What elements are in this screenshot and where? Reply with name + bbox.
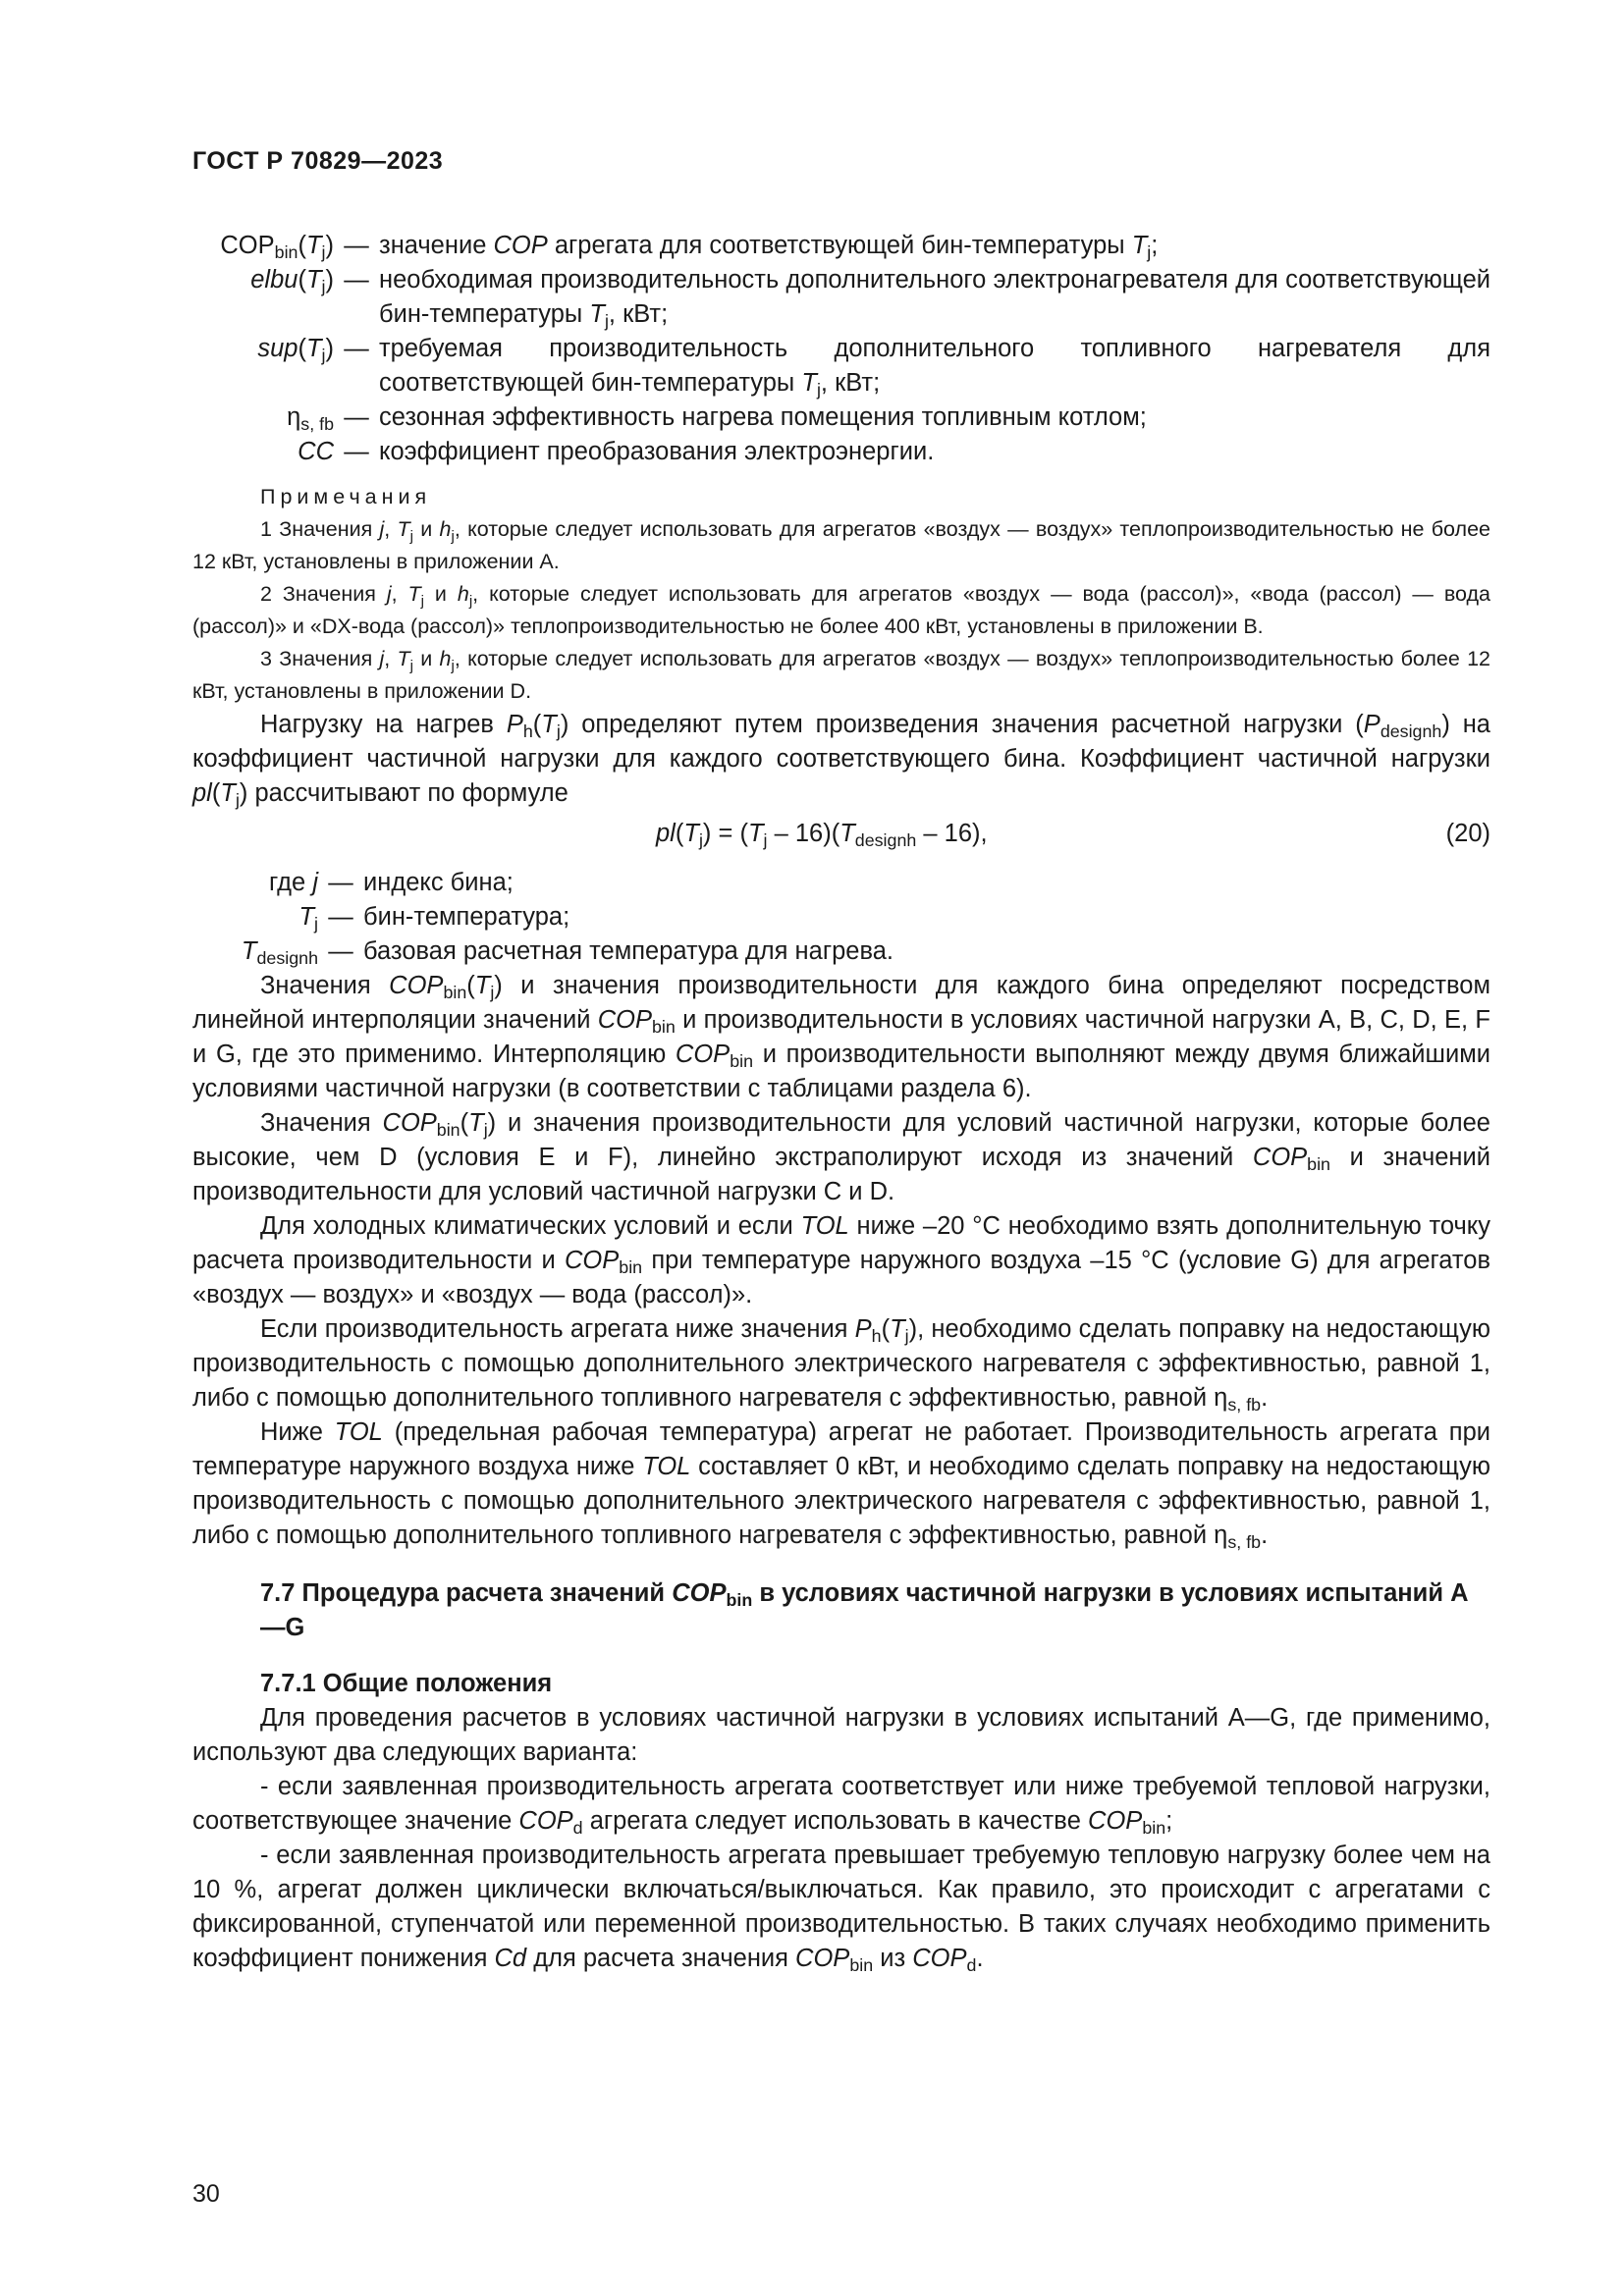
definition-text: значение COP агрегата для соответствующей бин-температуры $T_j$; [379, 232, 1159, 262]
paragraph: Для холодных климатических условий и если TOL ниже –20 °С необходимо взять дополнительную точку расчета производительности и $COP_{bin}$ при температуре наружного воздуха –15 °С (условие G) для агрегатов «воздух — воздух» и «воздух — вода (рассол)». [192, 1212, 1491, 1308]
body-paragraphs [192, 969, 1490, 1553]
formula-number: (20) [1445, 820, 1490, 847]
paragraph: Если производительность агрегата ниже значения $P_h(T_j)$, необходимо сделать поправку на недостающую производительность с помощью дополнительного электрического нагревателя с эффективностью, равной 1, либо с помощью дополнительного топливного нагревателя с эффективностью, равной $\eta_{s, fb}$. [192, 1315, 1490, 1415]
note-item: 3 Значения j, $T_j$ и $h_j$, которые следует использовать для агрегатов «воздух — воздух» теплопроизводительностью более 12 кВт, установлены в приложении D. [192, 647, 1490, 703]
formula-definition-text: базовая расчетная температура для нагрева. [363, 937, 894, 965]
notes-items [192, 513, 1490, 708]
definition-symbol: $COP_{bin}(T_j)$ [220, 232, 334, 262]
paragraph-load: Нагрузку на нагрев $P_h(T_j)$ определяют путем произведения значения расчетной нагрузки $(P_{designh})$ на коэффициент частичной нагрузки для каждого соответствующего бина. Коэффициент частичной нагрузки $pl(T_j)$ рассчитывают по формуле [192, 711, 1490, 810]
definition-row [192, 263, 1490, 332]
definition-symbol: $\eta_{s, fb}$ [287, 403, 334, 434]
formula-definition-row [192, 934, 1490, 969]
definition-text: требуемая производительность дополнительного топливного нагревателя для соответствующей бин-температуры $T_j$, кВт; [379, 335, 1490, 400]
definition-symbol: CC [298, 438, 334, 465]
formula-definition-row [192, 866, 1490, 900]
definition-symbol: $sup(T_j)$ [257, 335, 334, 365]
page-number: 30 [192, 2180, 220, 2208]
section-heading-7-7-1: 7.7.1 Общие положения [260, 1670, 553, 1697]
em-dash: — [344, 266, 369, 294]
formula-definition-row [192, 900, 1490, 934]
paragraph: Значения $COP_{bin}(T_j)$ и значения производительности для каждого бина определяют посредством линейной интерполяции значений $COP_{bin}$ и производительности в условиях частичной нагрузки А, В, С, D, E, F и G, где это применимо. Интерполяцию $COP_{bin}$ и производительности выполняют между двумя ближайшими условиями частичной нагрузки (в соответствии с таблицами раздела 6). [192, 972, 1491, 1102]
section-heading-7-7: 7.7 Процедура расчета значений $COP_{bin}$ в условиях частичной нагрузки в условиях испытаний А—G [260, 1579, 1469, 1641]
em-dash: — [328, 869, 353, 896]
body-paragraphs-2 [192, 1701, 1490, 1976]
formula-20 [192, 813, 1490, 856]
em-dash: — [328, 903, 353, 931]
definition-row [192, 229, 1490, 263]
formula-definitions [192, 866, 1490, 969]
note-item: 1 Значения j, $T_j$ и $h_j$, которые следует использовать для агрегатов «воздух — воздух» теплопроизводительностью не более 12 кВт, установлены в приложении А. [192, 517, 1490, 573]
definition-text: сезонная эффективность нагрева помещения топливным котлом; [379, 403, 1147, 431]
formula-expression: $pl(T_j) = (T_j - 16)(T_{designh} - 16)$, [656, 820, 988, 850]
definition-text: коэффициент преобразования электроэнергии. [379, 438, 935, 465]
note-item: 2 Значения j, $T_j$ и $h_j$, которые следует использовать для агрегатов «воздух — вода (рассол)», «вода (рассол) — вода (рассол)» и «DX-вода (рассол)» теплопроизводительностью не более 400 кВт, установлены в приложении В. [192, 582, 1490, 638]
em-dash: — [344, 232, 369, 259]
definition-row [192, 400, 1490, 435]
formula-definition-symbol: где j [269, 869, 318, 896]
definitions-list [192, 229, 1490, 469]
definition-text: необходимая производительность дополнительного электронагревателя для соответствующей бин-температуры $T_j$, кВт; [379, 266, 1490, 331]
paragraph: Значения $COP_{bin}(T_j)$ и значения производительности для условий частичной нагрузки, которые более высокие, чем D (условия E и F), линейно экстраполируют исходя из значений $COP_{bin}$ и значений производительности для условий частичной нагрузки С и D. [192, 1109, 1490, 1205]
formula-definition-text: индекс бина; [363, 869, 514, 896]
definition-row [192, 332, 1490, 400]
notes-block [192, 481, 1490, 708]
notes-title: Примечания [260, 485, 432, 508]
page-content [192, 229, 1490, 1976]
em-dash: — [344, 403, 369, 431]
definition-symbol: $elbu(T_j)$ [250, 266, 334, 296]
paragraph: - если заявленная производительность агрегата соответствует или ниже требуемой тепловой нагрузки, соответствующее значение $COP_d$ агрегата следует использовать в качествe $COP_{bin}$; [192, 1773, 1490, 1838]
em-dash: — [328, 937, 353, 965]
paragraph: Для проведения расчетов в условиях частичной нагрузки в условиях испытаний А—G, где применимо, используют два следующих варианта: [192, 1704, 1490, 1766]
formula-definition-symbol: $T_j$ [298, 903, 318, 934]
formula-definition-symbol: $T_{designh}$ [241, 937, 318, 968]
document-header: ГОСТ Р 70829—2023 [192, 147, 444, 175]
em-dash: — [344, 438, 369, 465]
definition-row [192, 435, 1490, 469]
paragraph: - если заявленная производительность агрегата превышает требуемую тепловую нагрузку более чем на 10 %, агрегат должен циклически включаться/выключаться. Как правило, это происходит с агрегатами с фиксированной, ступенчатой или переменной производительностью. В таких случаях необходимо применить коэффициент понижения Cd для расчета значения $COP_{bin}$ из $COP_d$. [192, 1842, 1490, 1975]
paragraph: Ниже TOL (предельная рабочая температура) агрегат не работает. Производительность агрегата при температуре наружного воздуха ниже TOL составляет 0 кВт, и необходимо сделать поправку на недостающую производительность с помощью дополнительного электрического нагревателя с эффективностью, равной 1, либо с помощью дополнительного топливного нагревателя с эффективностью, равной $\eta_{s, fb}$. [192, 1418, 1491, 1552]
formula-definition-text: бин-температура; [363, 903, 570, 931]
em-dash: — [344, 335, 369, 362]
